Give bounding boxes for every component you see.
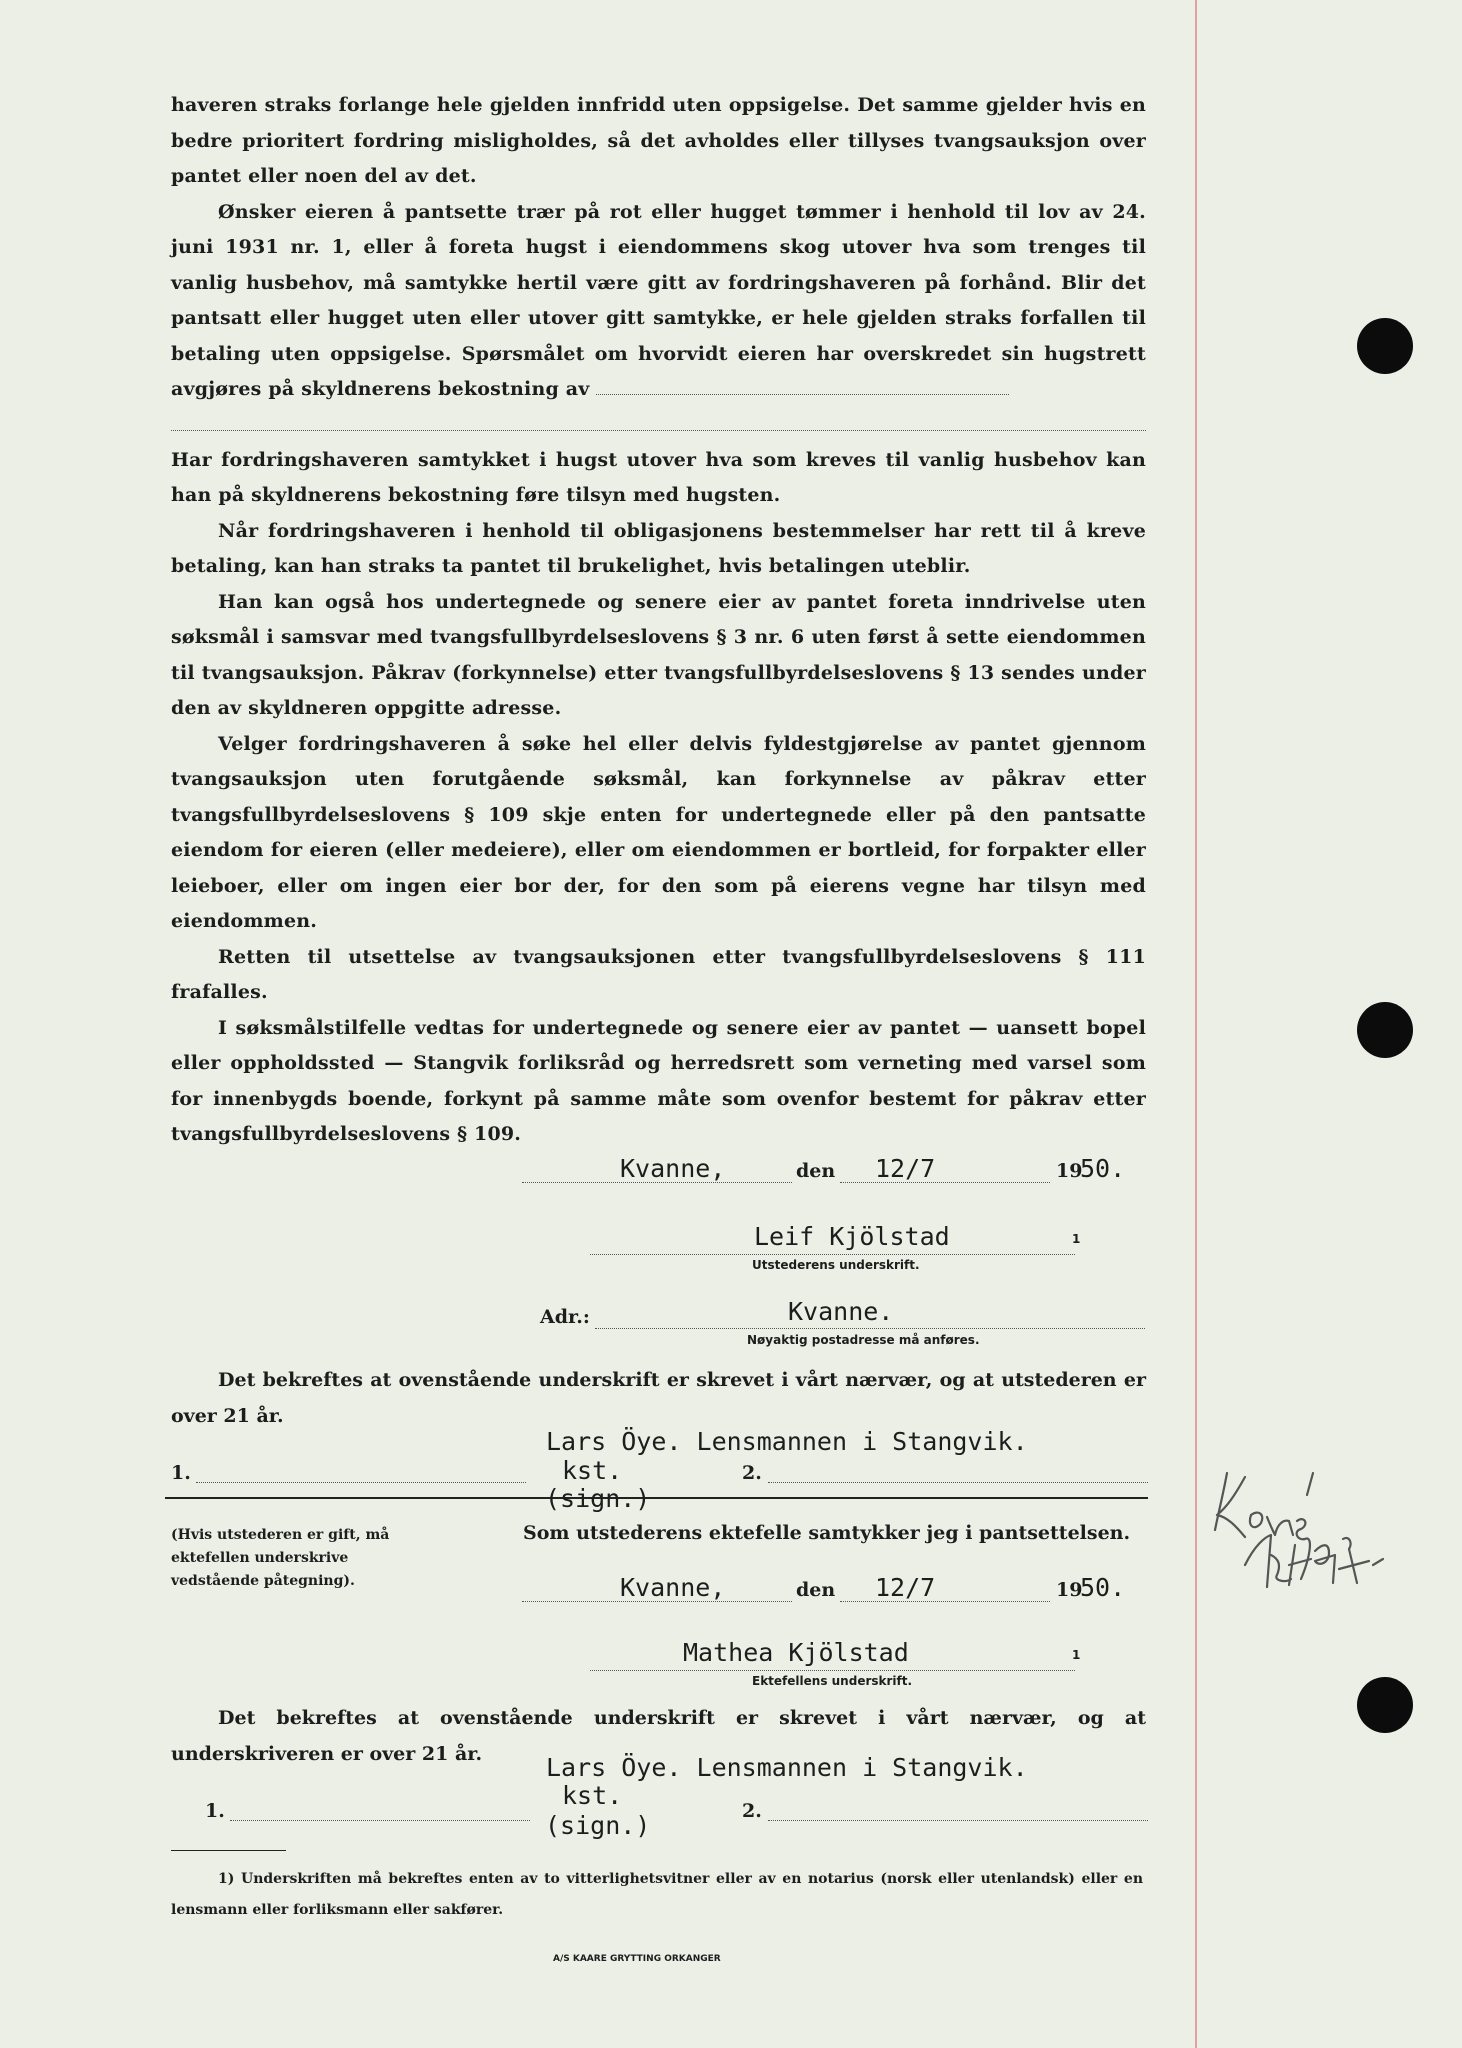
- witness-number-1: 1.: [205, 1800, 225, 1822]
- year-prefix: 19: [1056, 1160, 1083, 1182]
- signature-line: [590, 1670, 1075, 1671]
- spouse-note: (Hvis utstederen er gift, må ektefellen underskrive vedstående påtegning).: [171, 1527, 390, 1589]
- paragraph: haveren straks forlange hele gjelden innfridd uten oppsigelse. Det samme gjelder hvis en bedre prioritert fordring misligholdes, så det avholdes eller tillyses tvangsauksjon over pantet eller noen del av det.: [171, 94, 1146, 187]
- witness-number-2: 2.: [742, 1800, 762, 1822]
- issuer-caption: Utstederens underskrift.: [752, 1258, 920, 1272]
- spouse-consent: Som utstederens ektefelle samtykker jeg i pantsettelsen.: [523, 1522, 1131, 1544]
- witness-text: Det bekreftes at ovenstående underskrift er skrevet i vårt nærvær, og at utstederen er over 21 år.: [171, 1369, 1146, 1427]
- footnote-mark: 1: [1072, 1648, 1081, 1662]
- spouse-signature: Mathea Kjölstad: [683, 1638, 909, 1667]
- binder-hole: [1357, 1002, 1413, 1058]
- year-suffix: 50.: [1080, 1573, 1126, 1602]
- binder-hole: [1357, 318, 1413, 374]
- address-label: Adr.:: [540, 1306, 590, 1328]
- paragraph: Ønsker eieren å pantsette trær på rot eller hugget tømmer i henhold til lov av 24. juni 1931 nr. 1, eller å foreta hugst i eiendommens skog utover hva som trenges til vanlig husbehov, må samtykke hertil være gitt av fordringshaveren på forhånd. Blir det pantsatt eller hugget uten eller utover gitt samtykke, er hele gjelden straks forfallen til betaling uten oppsigelse. Spørsmålet om hvorvidt eieren har overskredet sin hugstrett avgjøres på skyldnerens bekostning av: [171, 200, 1146, 400]
- blank-line-row: [171, 408, 1146, 443]
- footnote-mark: 1: [1072, 1232, 1081, 1246]
- address-caption: Nøyaktig postadresse må anføres.: [747, 1333, 980, 1347]
- footnote-rule: [171, 1850, 286, 1851]
- den-label: den: [796, 1160, 836, 1182]
- address-value: Kvanne.: [788, 1297, 894, 1326]
- paragraph: Har fordringshaveren samtykket i hugst utover hva som kreves til vanlig husbehov kan han på skyldnerens bekostning føre tilsyn med hugsten.: [171, 448, 1146, 506]
- witness-text: Det bekreftes at ovenstående underskrift er skrevet i vårt nærvær, og at underskriveren er over 21 år.: [171, 1707, 1146, 1765]
- date-line: [840, 1601, 1050, 1602]
- signing-place: Kvanne,: [620, 1154, 726, 1183]
- blank-line: [171, 430, 1146, 431]
- blank-line: [596, 394, 1009, 395]
- margin-note-text: Konf. Mf. Meert: [1205, 1603, 1214, 1604]
- witness-line: [230, 1820, 530, 1821]
- spouse-caption: Ektefellens underskrift.: [752, 1674, 913, 1688]
- signing-date: 12/7: [875, 1573, 936, 1602]
- witness-line: [768, 1482, 1148, 1483]
- paragraph: Når fordringshaveren i henhold til obligasjonens bestemmelser har rett til å kreve betaling, kan han straks ta pantet til brukelighet, hvis betalingen uteblir.: [171, 519, 1146, 577]
- paragraph: I søksmålstilfelle vedtas for undertegnede og senere eier av pantet — uansett bopel eller oppholdssted — Stangvik forliksråd og herredsrett som verneting med varsel som for innenbygds boende, forkynt på samme måte som ovenfor bestemt for påkrav etter tvangsfullbyrdelseslovens § 109.: [171, 1016, 1146, 1145]
- paragraph: Retten til utsettelse av tvangsauksjonen etter tvangsfullbyrdelseslovens § 111 frafalles.: [171, 945, 1146, 1003]
- witness-line: [768, 1820, 1148, 1821]
- year-suffix: 50.: [1080, 1154, 1126, 1183]
- witness-kst: kst.: [562, 1781, 623, 1810]
- witness-line: [196, 1482, 526, 1483]
- binder-hole: [1357, 1677, 1413, 1733]
- paragraph: Han kan også hos undertegnede og senere eier av pantet foreta inndrivelse uten søksmål i samsvar med tvangsfullbyrdelseslovens § 3 nr. 6 uten først å sette eiendommen til tvangsauksjon. Påkrav (forkynnelse) etter tvangsfullbyrdelseslovens § 13 sendes under den av skyldneren oppgitte adresse.: [171, 590, 1146, 719]
- margin-line: [1195, 0, 1197, 2048]
- signing-date: 12/7: [875, 1154, 936, 1183]
- signing-place: Kvanne,: [620, 1573, 726, 1602]
- witness-signature: Lars Öye. Lensmannen i Stangvik.: [546, 1427, 1028, 1456]
- footnote: 1) Underskriften må bekreftes enten av to vitterlighetsvitner eller av en notarius (norsk eller utenlandsk) eller en lensmann eller forliksmann eller sakfører.: [171, 1871, 1144, 1918]
- paragraph: Velger fordringshaveren å søke hel eller delvis fyldestgjørelse av pantet gjennom tvangsauksjon uten forutgående søksmål, kan forkynnelse av påkrav etter tvangsfullbyrdelseslovens § 109 skje enten for undertegnede eller på den pantsatte eiendom for eieren (eller medeiere), eller om eiendommen er bortleid, for forpakter eller leieboer, eller om ingen eier bor der, for den som på eierens vegne har tilsyn med eiendommen.: [171, 732, 1146, 932]
- date-line: [840, 1182, 1050, 1183]
- issuer-signature: Leif Kjölstad: [754, 1222, 950, 1251]
- body-text: [171, 88, 1146, 1153]
- den-label: den: [796, 1579, 836, 1601]
- address-line: [595, 1328, 1145, 1329]
- handwritten-margin-note: [1205, 1455, 1435, 1605]
- witness-sign: (sign.): [545, 1811, 651, 1840]
- separator-line: [165, 1497, 1148, 1499]
- witness-number-2: 2.: [742, 1462, 762, 1484]
- printer-mark: A/S KAARE GRYTTING ORKANGER: [553, 1954, 721, 1964]
- witness-sign: (sign.): [545, 1484, 651, 1513]
- signature-line: [590, 1254, 1075, 1255]
- witness-kst: kst.: [562, 1456, 623, 1485]
- year-prefix: 19: [1056, 1579, 1083, 1601]
- witness-signature: Lars Öye. Lensmannen i Stangvik.: [546, 1753, 1028, 1782]
- witness-number-1: 1.: [171, 1462, 191, 1484]
